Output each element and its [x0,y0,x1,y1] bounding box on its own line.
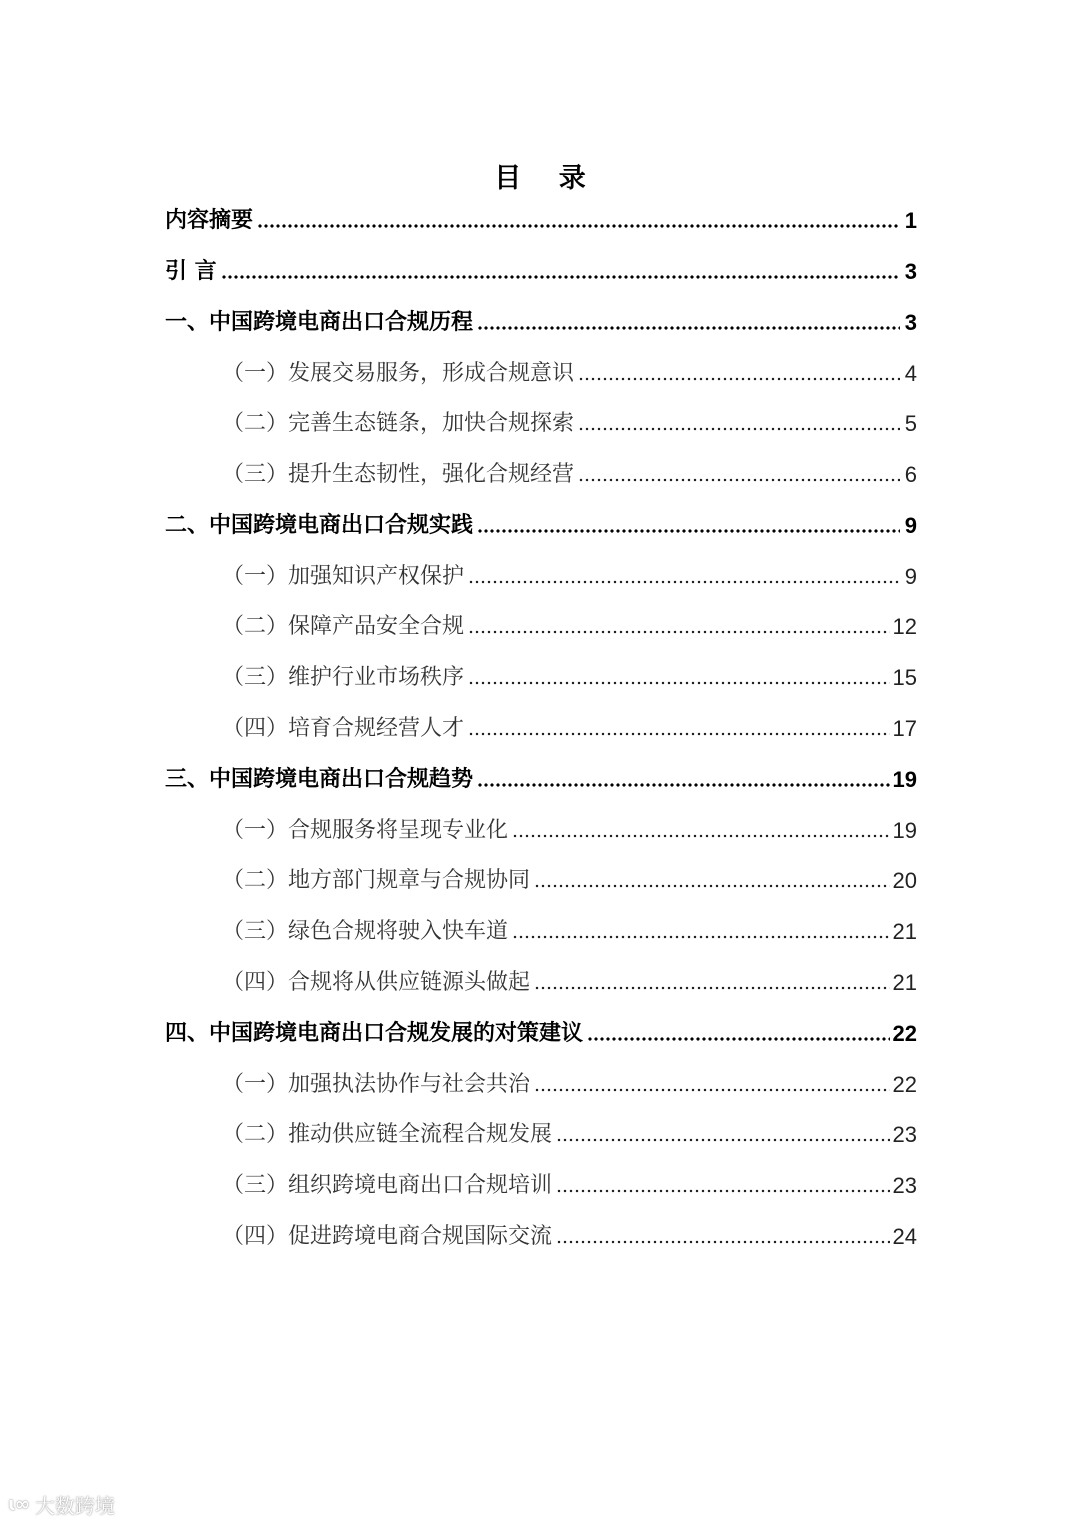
toc-page-number: 22 [892,1021,917,1046]
toc-chapter-entry[interactable] [165,1015,917,1049]
toc-chapter-entry[interactable] [165,761,917,795]
toc-chapter-entry[interactable] [165,507,917,541]
toc-page-number: 6 [904,462,917,487]
dot-leader [556,1239,890,1245]
dot-leader [578,376,900,382]
toc-page-number: 9 [904,513,917,538]
toc-page-number: 23 [892,1122,917,1147]
toc-entry-title: （四）促进跨境电商合规国际交流 [222,1224,553,1249]
toc-entry-title: 三、中国跨境电商出口合规趋势 [165,767,474,792]
toc-entry-title: （四）培育合规经营人才 [222,716,465,741]
toc-entry-title: 二、中国跨境电商出口合规实践 [165,513,474,538]
toc-page-number: 15 [892,665,917,690]
toc-entry-title: 一、中国跨境电商出口合规历程 [165,310,474,335]
toc-page-number: 19 [892,818,917,843]
toc-entry-title: （一）加强执法协作与社会共治 [222,1072,531,1097]
dot-leader [477,325,900,331]
dot-leader [477,782,890,788]
toc-section-entry[interactable] [222,964,917,998]
toc-page-number: 23 [892,1173,917,1198]
dot-leader [257,223,900,229]
toc-section-entry[interactable] [222,812,917,846]
toc-entry-title: （二）地方部门规章与合规协同 [222,868,531,893]
toc-section-entry[interactable] [222,355,917,389]
dot-leader [578,426,900,432]
toc-page-number: 19 [892,767,917,792]
dot-leader [534,1087,890,1093]
dot-leader [512,833,890,839]
toc-section-entry[interactable] [222,1116,917,1150]
toc-entry-title: （三）维护行业市场秩序 [222,665,465,690]
toc-section-entry[interactable] [222,1167,917,1201]
dot-leader [534,883,890,889]
dot-leader [477,528,900,534]
toc-section-entry[interactable] [222,608,917,642]
toc-entry-title: （二）完善生态链条，加快合规探索 [222,411,575,436]
dot-leader [221,274,900,280]
watermark [8,1490,115,1519]
toc-page-number: 22 [892,1072,917,1097]
toc-entry-title: （三）绿色合规将驶入快车道 [222,919,509,944]
dot-leader [534,985,890,991]
toc-page-number: 12 [892,614,917,639]
toc-section-entry[interactable] [222,558,917,592]
toc-section-entry[interactable] [222,862,917,896]
toc-section-entry[interactable] [222,1066,917,1100]
toc-entry-title: （一）合规服务将呈现专业化 [222,818,509,843]
dot-leader [556,1137,890,1143]
toc-chapter-entry[interactable] [165,304,917,338]
toc-section-entry[interactable] [222,405,917,439]
dot-leader [578,477,900,483]
toc-section-entry[interactable] [222,710,917,744]
dot-leader [468,629,890,635]
toc-page-number: 24 [892,1224,917,1249]
dot-leader [468,579,900,585]
toc-entry-title: 引 言 [165,259,217,284]
page-title: 目 录 [494,163,600,195]
toc-page-number: 9 [904,564,917,589]
dot-leader [587,1036,890,1042]
toc-section-entry[interactable] [222,1218,917,1252]
toc-page-number: 20 [892,868,917,893]
toc-section-entry[interactable] [222,659,917,693]
toc-page-number: 1 [904,208,917,233]
brand-logo-icon: ɩ∞ [8,1494,29,1515]
toc-page-number: 5 [904,411,917,436]
toc-entry-title: （一）发展交易服务，形成合规意识 [222,361,575,386]
dot-leader [468,680,890,686]
toc-entry-title: （二）推动供应链全流程合规发展 [222,1122,553,1147]
dot-leader [512,934,890,940]
toc-page-number: 21 [892,970,917,995]
watermark-text: 大数跨境 [34,1494,115,1518]
toc-entry-title: （二）保障产品安全合规 [222,614,465,639]
toc-page-number: 17 [892,716,917,741]
toc-entry-title: 四、中国跨境电商出口合规发展的对策建议 [165,1021,584,1046]
toc-entry-title: 内容摘要 [165,208,254,233]
toc-entry-title: （一）加强知识产权保护 [222,564,465,589]
dot-leader [468,731,890,737]
toc-entry-title: （四）合规将从供应链源头做起 [222,970,531,995]
dot-leader [556,1188,890,1194]
toc-page-number: 3 [904,310,917,335]
toc-section-entry[interactable] [222,913,917,947]
toc-page-number: 21 [892,919,917,944]
toc-page-number: 3 [904,259,917,284]
toc-page-number: 4 [904,361,917,386]
toc-chapter-entry[interactable] [165,253,917,287]
toc-entry-title: （三）组织跨境电商出口合规培训 [222,1173,553,1198]
toc-entry-title: （三）提升生态韧性，强化合规经营 [222,462,575,487]
toc-section-entry[interactable] [222,456,917,490]
toc-chapter-entry[interactable] [165,202,917,236]
